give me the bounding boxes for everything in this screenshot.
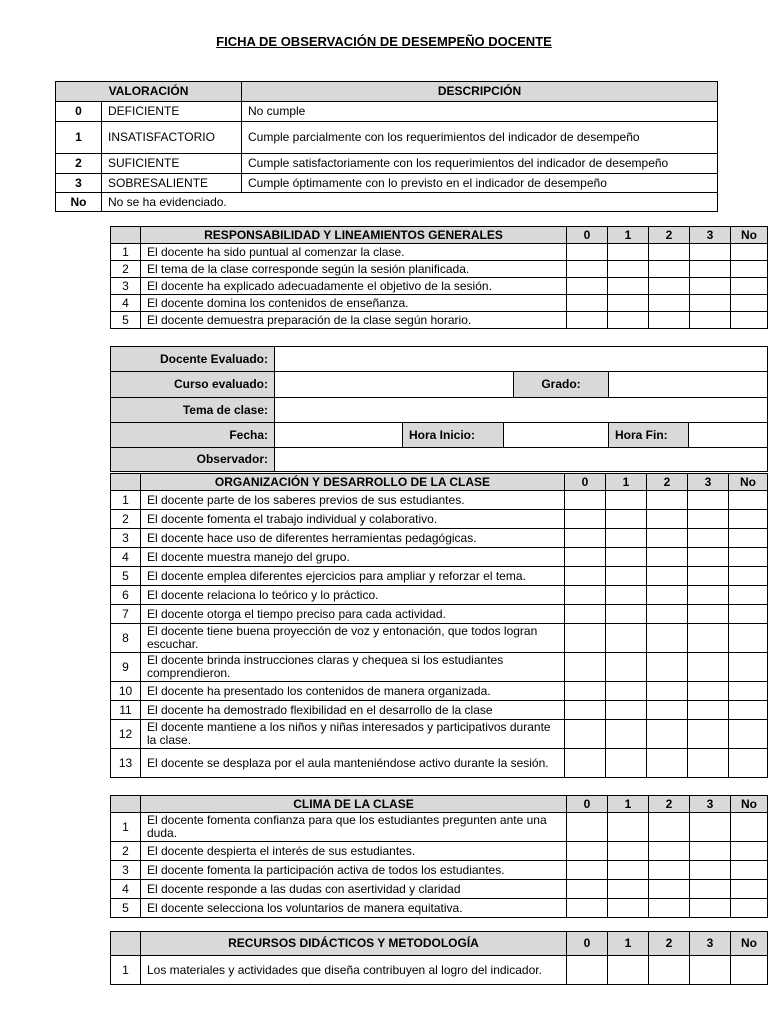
criteria-row: [111, 529, 768, 548]
score-cell[interactable]: [731, 956, 768, 985]
score-header: 2: [649, 227, 690, 244]
criteria-number: 1: [111, 956, 141, 985]
score-header: 3: [690, 932, 731, 956]
score-cell[interactable]: [606, 605, 647, 624]
score-header: 0: [567, 227, 608, 244]
score-cell[interactable]: [690, 312, 731, 329]
score-cell[interactable]: [608, 899, 649, 918]
score-header: No: [731, 796, 768, 813]
criteria-number: 4: [111, 548, 141, 567]
score-cell[interactable]: [729, 605, 768, 624]
score-cell[interactable]: [647, 682, 688, 701]
criteria-text: El docente ha sido puntual al comenzar la clase.: [141, 244, 567, 261]
score-cell[interactable]: [729, 491, 768, 510]
docente-label: Docente Evaluado:: [111, 347, 275, 372]
legend-code: 1: [56, 122, 102, 154]
score-header: 2: [649, 796, 690, 813]
score-cell[interactable]: [688, 720, 729, 749]
score-header: 1: [608, 932, 649, 956]
score-cell[interactable]: [647, 749, 688, 778]
score-cell[interactable]: [608, 880, 649, 899]
criteria-row: [111, 842, 768, 861]
score-cell[interactable]: [567, 956, 608, 985]
fecha-field[interactable]: [275, 423, 403, 448]
criteria-text: El docente domina los contenidos de enseñanza.: [141, 295, 567, 312]
grado-field[interactable]: [609, 372, 768, 398]
section-responsabilidad-table: [110, 226, 768, 329]
score-cell[interactable]: [690, 861, 731, 880]
score-cell[interactable]: [606, 749, 647, 778]
score-cell[interactable]: [729, 529, 768, 548]
score-cell[interactable]: [729, 624, 768, 653]
score-cell[interactable]: [688, 624, 729, 653]
section-title: RECURSOS DIDÁCTICOS Y METODOLOGÍA: [141, 932, 567, 956]
score-cell[interactable]: [729, 548, 768, 567]
criteria-text: El docente brinda instrucciones claras y chequea si los estudiantes comprendieron.: [141, 653, 565, 682]
criteria-row: [111, 880, 768, 899]
score-cell[interactable]: [567, 278, 608, 295]
grado-label: Grado:: [514, 372, 609, 398]
score-cell[interactable]: [608, 244, 649, 261]
criteria-number: 5: [111, 899, 141, 918]
score-cell[interactable]: [731, 880, 768, 899]
criteria-row: [111, 491, 768, 510]
score-header: 0: [565, 474, 606, 491]
criteria-text: El docente otorga el tiempo preciso para cada actividad.: [141, 605, 565, 624]
score-cell[interactable]: [565, 749, 606, 778]
legend-code: 3: [56, 174, 102, 193]
score-cell[interactable]: [567, 861, 608, 880]
criteria-number: 2: [111, 261, 141, 278]
criteria-row: [111, 261, 768, 278]
score-cell[interactable]: [729, 720, 768, 749]
score-cell[interactable]: [647, 586, 688, 605]
legend-desc: No cumple: [242, 102, 718, 122]
score-cell[interactable]: [731, 312, 768, 329]
score-cell[interactable]: [567, 899, 608, 918]
score-cell[interactable]: [565, 586, 606, 605]
criteria-text: El docente fomenta el trabajo individual y colaborativo.: [141, 510, 565, 529]
score-cell[interactable]: [565, 529, 606, 548]
score-cell[interactable]: [688, 701, 729, 720]
score-cell[interactable]: [647, 510, 688, 529]
criteria-number: 10: [111, 682, 141, 701]
score-header: No: [729, 474, 768, 491]
legend-desc: Cumple satisfactoriamente con los requerimientos del indicador de desempeño: [242, 154, 718, 174]
tema-label: Tema de clase:: [111, 398, 275, 423]
score-cell[interactable]: [690, 842, 731, 861]
criteria-row: [111, 701, 768, 720]
score-cell[interactable]: [565, 682, 606, 701]
score-cell[interactable]: [649, 244, 690, 261]
criteria-number: 4: [111, 295, 141, 312]
criteria-text: El docente ha presentado los contenidos de manera organizada.: [141, 682, 565, 701]
score-cell[interactable]: [729, 749, 768, 778]
criteria-row: [111, 510, 768, 529]
criteria-number: 2: [111, 842, 141, 861]
score-cell[interactable]: [647, 720, 688, 749]
criteria-row: [111, 653, 768, 682]
criteria-number: 1: [111, 244, 141, 261]
score-cell[interactable]: [565, 701, 606, 720]
score-cell[interactable]: [565, 567, 606, 586]
score-cell[interactable]: [731, 244, 768, 261]
score-cell[interactable]: [606, 529, 647, 548]
criteria-row: [111, 605, 768, 624]
criteria-text: El docente fomenta confianza para que los estudiantes pregunten ante una duda.: [141, 813, 567, 842]
criteria-number: 7: [111, 605, 141, 624]
score-cell[interactable]: [647, 701, 688, 720]
section-title: RESPONSABILIDAD Y LINEAMIENTOS GENERALES: [141, 227, 567, 244]
criteria-text: El docente muestra manejo del grupo.: [141, 548, 565, 567]
score-cell[interactable]: [731, 813, 768, 842]
score-cell[interactable]: [690, 899, 731, 918]
legend-label: SOBRESALIENTE: [102, 174, 242, 193]
score-cell[interactable]: [606, 491, 647, 510]
observador-label: Observador:: [111, 448, 275, 472]
score-cell[interactable]: [608, 278, 649, 295]
score-cell[interactable]: [567, 312, 608, 329]
score-header: 3: [688, 474, 729, 491]
score-cell[interactable]: [565, 491, 606, 510]
score-cell[interactable]: [608, 295, 649, 312]
criteria-text: El docente ha demostrado flexibilidad en el desarrollo de la clase: [141, 701, 565, 720]
score-cell[interactable]: [729, 682, 768, 701]
score-cell[interactable]: [567, 813, 608, 842]
score-cell[interactable]: [649, 861, 690, 880]
score-cell[interactable]: [649, 813, 690, 842]
criteria-row: [111, 567, 768, 586]
criteria-text: El docente selecciona los voluntarios de manera equitativa.: [141, 899, 567, 918]
legend-label: SUFICIENTE: [102, 154, 242, 174]
legend-desc: Cumple parcialmente con los requerimientos del indicador de desempeño: [242, 122, 718, 154]
score-cell[interactable]: [606, 548, 647, 567]
criteria-number: 1: [111, 491, 141, 510]
score-cell[interactable]: [567, 295, 608, 312]
legend-header-descripcion: DESCRIPCIÓN: [242, 82, 718, 102]
score-cell[interactable]: [567, 244, 608, 261]
section-recursos-table: [110, 931, 768, 985]
score-cell[interactable]: [647, 624, 688, 653]
score-cell[interactable]: [690, 261, 731, 278]
docente-field[interactable]: [275, 347, 768, 372]
criteria-text: El docente hace uso de diferentes herramientas pedagógicas.: [141, 529, 565, 548]
score-cell[interactable]: [688, 491, 729, 510]
hora-fin-field[interactable]: [689, 423, 768, 448]
score-cell[interactable]: [608, 861, 649, 880]
criteria-row: [111, 682, 768, 701]
score-cell[interactable]: [647, 605, 688, 624]
criteria-row: [111, 861, 768, 880]
criteria-text: El docente mantiene a los niños y niñas interesados y participativos durante la clase.: [141, 720, 565, 749]
criteria-number: 6: [111, 586, 141, 605]
score-cell[interactable]: [731, 842, 768, 861]
score-cell[interactable]: [690, 956, 731, 985]
criteria-row: [111, 586, 768, 605]
legend-code: No: [56, 193, 102, 212]
criteria-row: [111, 624, 768, 653]
score-cell[interactable]: [567, 880, 608, 899]
score-cell[interactable]: [649, 899, 690, 918]
score-cell[interactable]: [731, 899, 768, 918]
criteria-number: 9: [111, 653, 141, 682]
score-cell[interactable]: [729, 653, 768, 682]
score-cell[interactable]: [567, 261, 608, 278]
criteria-number: 2: [111, 510, 141, 529]
criteria-row: [111, 813, 768, 842]
section-title: CLIMA DE LA CLASE: [141, 796, 567, 813]
rating-legend-table: [55, 81, 718, 212]
legend-code: 2: [56, 154, 102, 174]
score-cell[interactable]: [565, 548, 606, 567]
score-cell[interactable]: [729, 586, 768, 605]
score-cell[interactable]: [606, 653, 647, 682]
score-cell[interactable]: [688, 682, 729, 701]
hora-fin-label: Hora Fin:: [609, 423, 689, 448]
score-cell[interactable]: [606, 510, 647, 529]
criteria-row: [111, 278, 768, 295]
criteria-text: El docente responde a las dudas con asertividad y claridad: [141, 880, 567, 899]
score-cell[interactable]: [731, 261, 768, 278]
score-cell[interactable]: [688, 749, 729, 778]
observador-field[interactable]: [275, 448, 768, 472]
criteria-row: [111, 295, 768, 312]
section-organizacion-table: [110, 473, 768, 778]
section-title: ORGANIZACIÓN Y DESARROLLO DE LA CLASE: [141, 474, 565, 491]
criteria-text: El tema de la clase corresponde según la sesión planificada.: [141, 261, 567, 278]
score-cell[interactable]: [690, 295, 731, 312]
criteria-text: El docente fomenta la participación activa de todos los estudiantes.: [141, 861, 567, 880]
score-cell[interactable]: [690, 278, 731, 295]
legend-code: 0: [56, 102, 102, 122]
criteria-row: [111, 312, 768, 329]
score-cell[interactable]: [606, 701, 647, 720]
criteria-text: El docente tiene buena proyección de voz y entonación, que todos logran escuchar.: [141, 624, 565, 653]
score-cell[interactable]: [647, 491, 688, 510]
criteria-row: [111, 899, 768, 918]
score-cell[interactable]: [731, 295, 768, 312]
section-clima-table: [110, 795, 768, 918]
score-cell[interactable]: [688, 586, 729, 605]
legend-desc: Cumple óptimamente con lo previsto en el indicador de desempeño: [242, 174, 718, 193]
score-header: 1: [608, 227, 649, 244]
score-cell[interactable]: [688, 605, 729, 624]
score-cell[interactable]: [647, 548, 688, 567]
score-header: 1: [608, 796, 649, 813]
score-cell[interactable]: [608, 813, 649, 842]
score-header: 2: [647, 474, 688, 491]
score-cell[interactable]: [688, 653, 729, 682]
criteria-number: 5: [111, 312, 141, 329]
score-cell[interactable]: [608, 312, 649, 329]
curso-label: Curso evaluado:: [111, 372, 275, 398]
score-header: No: [731, 932, 768, 956]
score-cell[interactable]: [608, 842, 649, 861]
score-cell[interactable]: [647, 567, 688, 586]
score-header: 3: [690, 796, 731, 813]
score-header: 2: [649, 932, 690, 956]
score-cell[interactable]: [647, 653, 688, 682]
score-cell[interactable]: [731, 861, 768, 880]
score-cell[interactable]: [649, 880, 690, 899]
score-cell[interactable]: [565, 605, 606, 624]
legend-desc: No se ha evidenciado.: [102, 193, 718, 212]
score-header: 0: [567, 796, 608, 813]
score-cell[interactable]: [565, 624, 606, 653]
criteria-number: 3: [111, 861, 141, 880]
score-cell[interactable]: [649, 261, 690, 278]
criteria-number: 11: [111, 701, 141, 720]
criteria-text: El docente se desplaza por el aula manteniéndose activo durante la sesión.: [141, 749, 565, 778]
teacher-info-table: [110, 346, 768, 472]
score-header: 3: [690, 227, 731, 244]
score-cell[interactable]: [606, 567, 647, 586]
criteria-text: El docente parte de los saberes previos de sus estudiantes.: [141, 491, 565, 510]
score-cell[interactable]: [606, 682, 647, 701]
criteria-number: 3: [111, 278, 141, 295]
score-cell[interactable]: [649, 295, 690, 312]
curso-field[interactable]: [275, 372, 514, 398]
score-cell[interactable]: [688, 548, 729, 567]
score-header: No: [731, 227, 768, 244]
score-cell[interactable]: [688, 529, 729, 548]
score-cell[interactable]: [649, 956, 690, 985]
criteria-number: 4: [111, 880, 141, 899]
legend-header-valoracion: VALORACIÓN: [56, 82, 242, 102]
criteria-row: [111, 956, 768, 985]
score-cell[interactable]: [688, 510, 729, 529]
tema-field[interactable]: [275, 398, 768, 423]
criteria-number: 3: [111, 529, 141, 548]
score-cell[interactable]: [731, 278, 768, 295]
criteria-text: El docente emplea diferentes ejercicios para ampliar y reforzar el tema.: [141, 567, 565, 586]
score-header: 0: [567, 932, 608, 956]
score-header: 1: [606, 474, 647, 491]
criteria-row: [111, 548, 768, 567]
criteria-text: El docente ha explicado adecuadamente el objetivo de la sesión.: [141, 278, 567, 295]
legend-label: INSATISFACTORIO: [102, 122, 242, 154]
score-cell[interactable]: [649, 842, 690, 861]
score-cell[interactable]: [690, 880, 731, 899]
legend-label: DEFICIENTE: [102, 102, 242, 122]
score-cell[interactable]: [565, 510, 606, 529]
criteria-text: Los materiales y actividades que diseña contribuyen al logro del indicador.: [141, 956, 567, 985]
score-cell[interactable]: [565, 720, 606, 749]
criteria-row: [111, 720, 768, 749]
score-cell[interactable]: [690, 244, 731, 261]
score-cell[interactable]: [606, 720, 647, 749]
criteria-text: El docente relaciona lo teórico y lo práctico.: [141, 586, 565, 605]
score-cell[interactable]: [606, 586, 647, 605]
criteria-number: 5: [111, 567, 141, 586]
score-cell[interactable]: [729, 701, 768, 720]
criteria-row: [111, 244, 768, 261]
hora-inicio-field[interactable]: [504, 423, 609, 448]
page-title: FICHA DE OBSERVACIÓN DE DESEMPEÑO DOCENTE: [216, 34, 552, 49]
criteria-number: 13: [111, 749, 141, 778]
score-cell[interactable]: [729, 510, 768, 529]
criteria-text: El docente demuestra preparación de la clase según horario.: [141, 312, 567, 329]
score-cell[interactable]: [567, 842, 608, 861]
score-cell[interactable]: [729, 567, 768, 586]
score-cell[interactable]: [608, 956, 649, 985]
criteria-text: El docente despierta el interés de sus estudiantes.: [141, 842, 567, 861]
criteria-number: 8: [111, 624, 141, 653]
score-cell[interactable]: [649, 278, 690, 295]
criteria-number: 1: [111, 813, 141, 842]
criteria-row: [111, 749, 768, 778]
criteria-number: 12: [111, 720, 141, 749]
score-cell[interactable]: [647, 529, 688, 548]
score-cell[interactable]: [608, 261, 649, 278]
score-cell[interactable]: [606, 624, 647, 653]
hora-inicio-label: Hora Inicio:: [403, 423, 504, 448]
score-cell[interactable]: [688, 567, 729, 586]
score-cell[interactable]: [565, 653, 606, 682]
fecha-label: Fecha:: [111, 423, 275, 448]
score-cell[interactable]: [690, 813, 731, 842]
score-cell[interactable]: [649, 312, 690, 329]
